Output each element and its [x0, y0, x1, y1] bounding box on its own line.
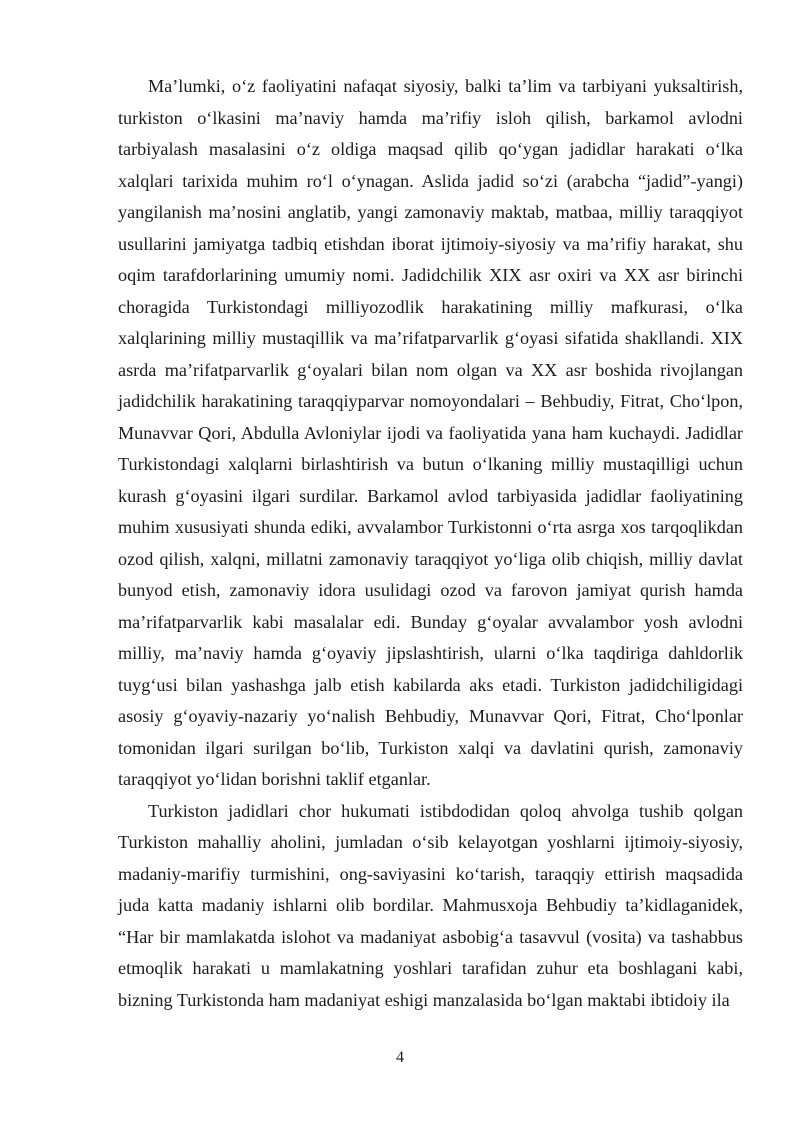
page-number: 4: [396, 1049, 404, 1066]
document-body: [118, 71, 743, 1016]
paragraph: Turkiston jadidlari chor hukumati istibdodidan qoloq ahvolga tushib qolgan Turkiston mahalliy aholini, jumladan o‘sib kelayotgan yoshlarni ijtimoiy-siyosiy, madaniy-marifiy turmishini, ong-saviyasini ko‘tarish, taraqqiy ettirish maqsadida juda katta madaniy ishlarni olib bordilar. Mahmusxoja Behbudiy ta’kidlaganidek, “Har bir mamlakatda islohot va madaniyat asbobig‘a tasavvul (vosita) va tashabbus etmoqlik harakati u mamlakatning yoshlari tarafidan zuhur eta boshlagani kabi, bizning Turkistonda ham madaniyat eshigi manzalasida bo‘lgan maktabi ibtidoiy ila: [118, 800, 743, 1010]
paragraph: Ma’lumki, o‘z faoliyatini nafaqat siyosiy, balki ta’lim va tarbiyani yuksaltirish, turkiston o‘lkasini ma’naviy hamda ma’rifiy isloh qilish, barkamol avlodni tarbiyalash masalasini o‘z oldiga maqsad qilib qo‘ygan jadidlar harakati o‘lka xalqlari tarixida muhim ro‘l o‘ynagan. Aslida jadid so‘zi (arabcha “jadid”-yangi) yangilanish ma’nosini anglatib, yangi zamonaviy maktab, matbaa, milliy taraqqiyot usullarini jamiyatga tadbiq etishdan iborat ijtimoiy-siyosiy va ma’rifiy harakat, shu oqim tarafdorlarining umumiy nomi. Jadidchilik XIX asr oxiri va XX asr birinchi choragida Turkistondagi milliyozodlik harakatining milliy mafkurasi, o‘lka xalqlarining milliy mustaqillik va ma’rifatparvarlik g‘oyasi sifatida shakllandi. XIX asrda ma’rifatparvarlik g‘oyalari bilan nom olgan va XX asr boshida rivojlangan jadidchilik harakatining taraqqiyparvar nomoyondalari – Behbudiy, Fitrat, Cho‘lpon, Munavvar Qori, Abdulla Avloniylar ijodi va faoliyatida yana ham kuchaydi. Jadidlar Turkistondagi xalqlarni birlashtirish va butun o‘lkaning milliy mustaqilligi uchun kurash g‘oyasini ilgari surdilar. Barkamol avlod tarbiyasida jadidlar faoliyatining muhim xususiyati shunda ediki, avvalambor Turkistonni o‘rta asrga xos tarqoqlikdan ozod qilish, xalqni, millatni zamonaviy taraqqiyot yo‘liga olib chiqish, milliy davlat bunyod etish, zamonaviy idora usulidagi ozod va farovon jamiyat qurish hamda ma’rifatparvarlik kabi masalalar edi. Bunday g‘oyalar avvalambor yosh avlodni milliy, ma’naviy hamda g‘oyaviy jipslashtirish, ularni o‘lka taqdiriga dahldorlik tuyg‘usi bilan yashashga jalb etish kabilarda aks etadi. Turkiston jadidchiligidagi asosiy g‘oyaviy-nazariy yo‘nalish Behbudiy, Munavvar Qori, Fitrat, Cho‘lponlar tomonidan ilgari surilgan bo‘lib, Turkiston xalqi va davlatini qurish, zamonaviy taraqqiyot yo‘lidan borishni taklif etganlar.: [118, 76, 743, 789]
